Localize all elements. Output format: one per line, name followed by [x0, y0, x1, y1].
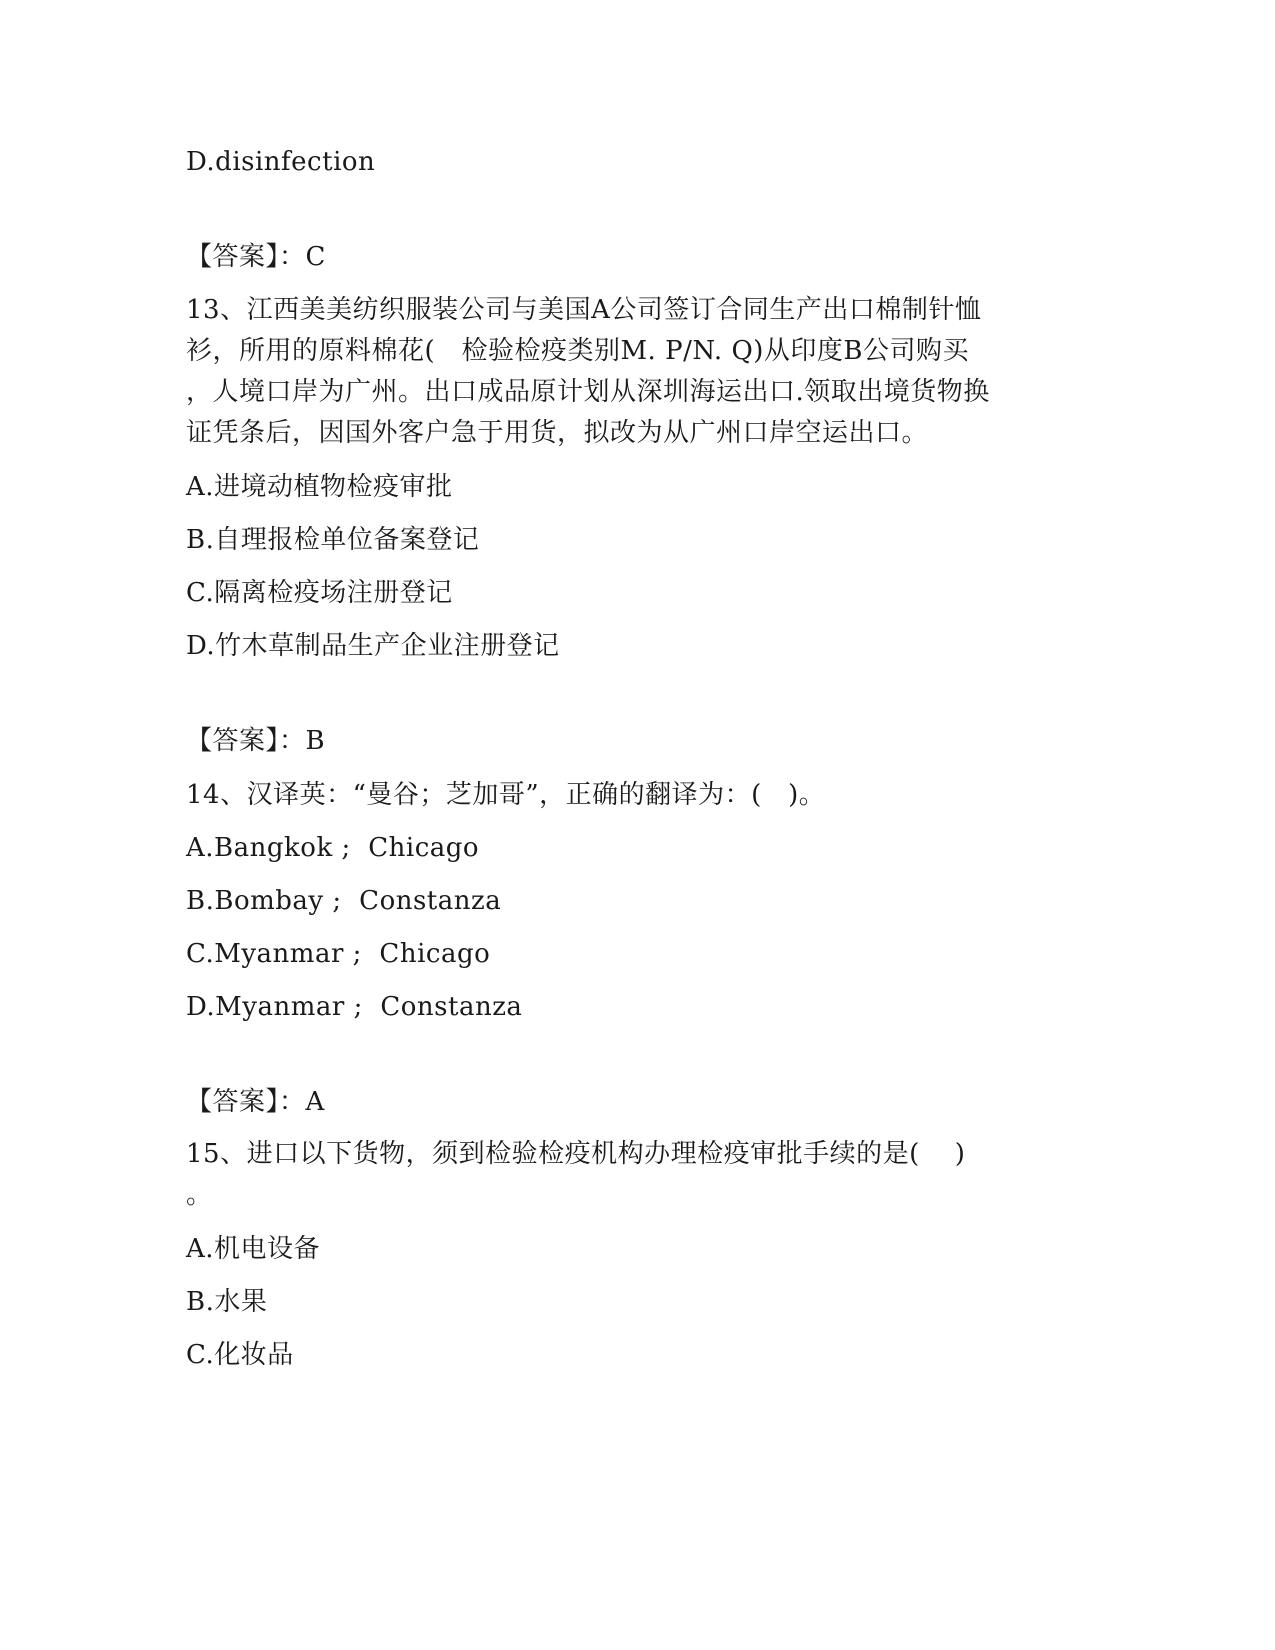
- q13-stem-line-1: 13、江西美美纺织服装公司与美国A公司签订合同生产出口棉制针恤: [186, 295, 982, 325]
- q15-option-a: A.机电设备: [186, 1234, 321, 1264]
- q12-option-d: D.disinfection: [186, 147, 376, 177]
- q15-stem-line-2: 。: [186, 1180, 213, 1210]
- q12-answer: 【答案】：C: [186, 242, 326, 272]
- q13-option-d: D.竹木草制品生产企业注册登记: [186, 631, 560, 661]
- q14-option-a: A.Bangkok ; Chicago: [186, 833, 480, 863]
- q13-option-b: B.自理报检单位备案登记: [186, 525, 480, 555]
- q15-option-b: B.水果: [186, 1287, 268, 1317]
- q14-stem: 14、汉译英：“曼谷；芝加哥”，正确的翻译为：( )。: [186, 780, 826, 810]
- q13-stem-line-3: ，人境口岸为广州。出口成品原计划从深圳海运出口.领取出境货物换: [186, 377, 990, 407]
- q13-stem-line-4: 证凭条后，因国外客户急于用货，拟改为从广州口岸空运出口。: [186, 418, 929, 448]
- q13-option-c: C.隔离检疫场注册登记: [186, 578, 453, 608]
- q14-option-b: B.Bombay ; Constanza: [186, 886, 502, 916]
- q14-answer: 【答案】：A: [186, 1087, 325, 1117]
- q15-stem-line-1: 15、进口以下货物，须到检验检疫机构办理检疫审批手续的是( ): [186, 1139, 966, 1169]
- q14-option-c: C.Myanmar ; Chicago: [186, 939, 491, 969]
- q14-option-d: D.Myanmar ; Constanza: [186, 992, 523, 1022]
- q15-option-c: C.化妆品: [186, 1340, 294, 1370]
- q13-stem-line-2: 衫，所用的原料棉花( 检验检疫类别M. P/N. Q)从印度B公司购买: [186, 336, 970, 366]
- q13-answer: 【答案】：B: [186, 726, 326, 756]
- q13-option-a: A.进境动植物检疫审批: [186, 472, 453, 502]
